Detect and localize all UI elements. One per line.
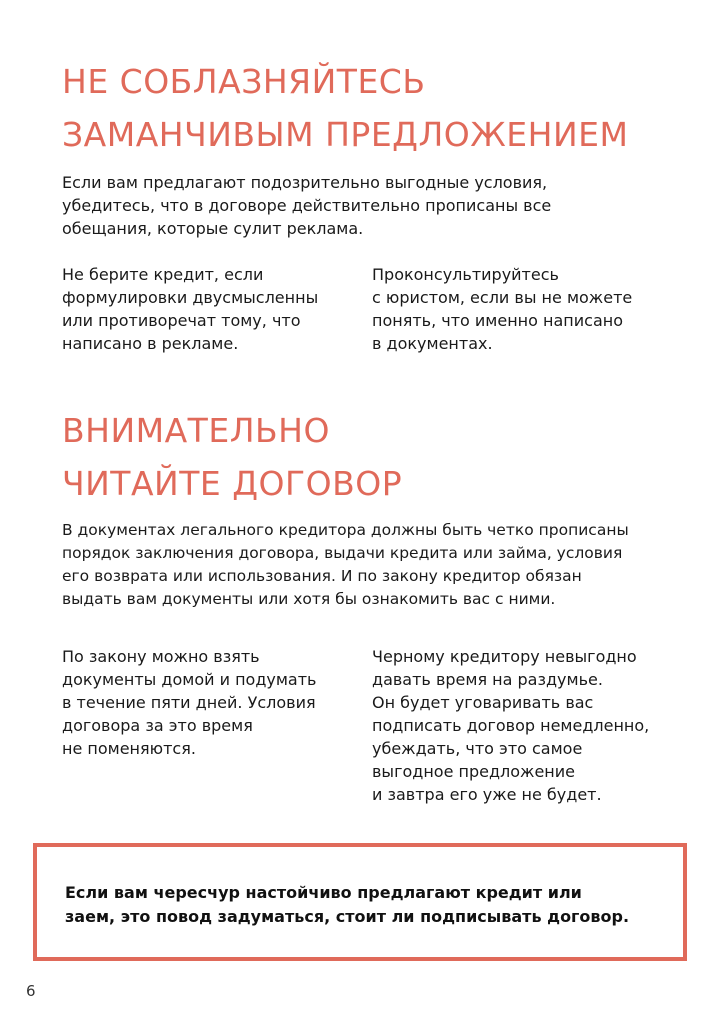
section1-col-left: Не берите кредит, если формулировки двусмысленны или противоречат тому, что написано в рекламе. — [62, 265, 319, 353]
callout-box — [33, 843, 687, 961]
callout-text: Если вам чересчур настойчиво предлагают кредит или заем, это повод задуматься, стоит ли подписывать договор. — [65, 883, 630, 926]
section1-heading-line1: НЕ СОБЛАЗНЯЙТЕСЬ — [62, 62, 426, 101]
section2-col-right: Черному кредитору невыгодно давать время на раздумье. Он будет уговаривать вас подписать договор немедленно, убеждать, что это самое выгодное предложение и завтра его уже не будет. — [372, 647, 650, 804]
section2-intro: В документах легального кредитора должны быть четко прописаны порядок заключения договора, выдачи кредита или займа, условия его возврата или использования. И по закону кредитор обязан выдать вам документы или хотя бы ознакомить вас с ними. — [62, 521, 629, 608]
section1-intro: Если вам предлагают подозрительно выгодные условия, убедитесь, что в договоре действительно прописаны все обещания, которые сулит реклама. — [62, 173, 552, 238]
section2-col-left: По закону можно взять документы домой и подумать в течение пяти дней. Условия договора за это время не поменяются. — [62, 647, 317, 758]
section2-heading-line2: ЧИТАЙТЕ ДОГОВОР — [62, 464, 403, 503]
section1-col-right: Проконсультируйтесь с юристом, если вы не можете понять, что именно написано в документах. — [372, 265, 633, 353]
section1-heading-line2: ЗАМАНЧИВЫМ ПРЕДЛОЖЕНИЕМ — [62, 115, 629, 154]
page-number: 6 — [26, 982, 36, 1000]
section2-heading-line1: ВНИМАТЕЛЬНО — [62, 411, 330, 450]
